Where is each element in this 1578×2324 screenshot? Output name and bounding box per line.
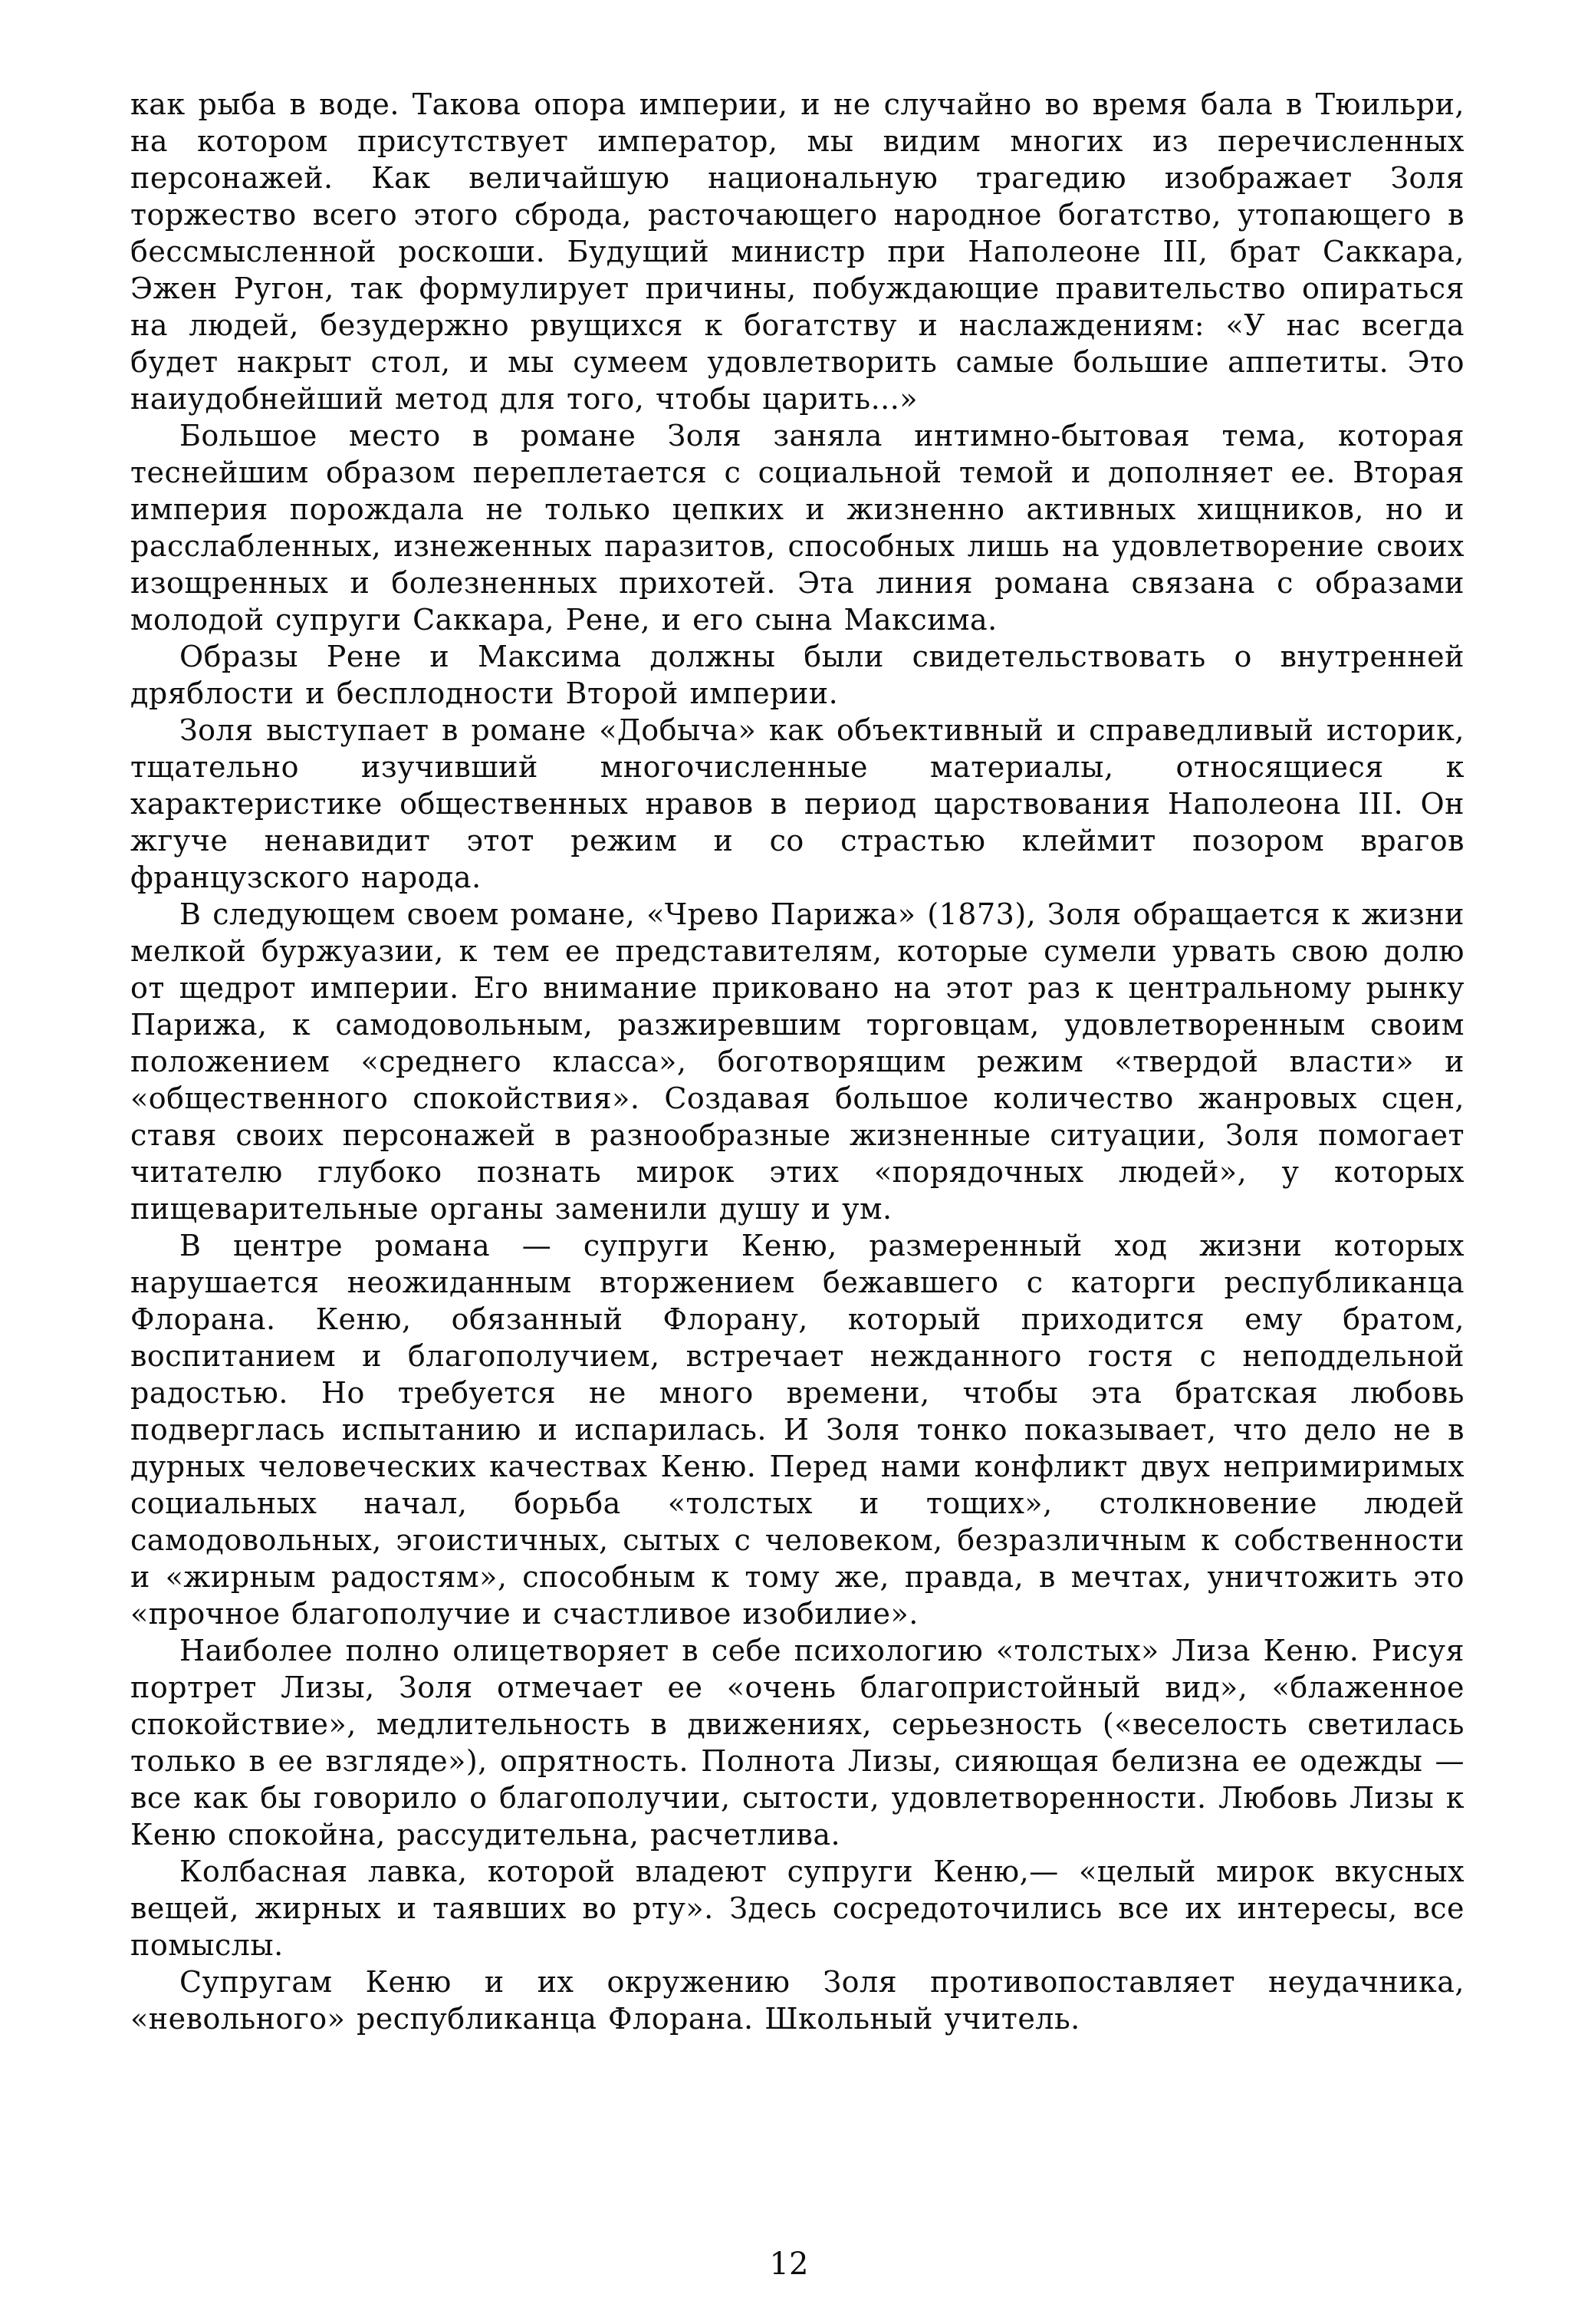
paragraph: В центре романа — супруги Кеню, размеренный ход жизни которых нарушается неожиданным вторжением бежавшего с каторги республиканца Флорана. Кеню, обязанный Флорану, который приходится ему братом, воспитанием и благополучием, встречает нежданного гостя с неподдельной радостью. Но требуется не много времени, чтобы эта братская любовь подверглась испытанию и испарилась. И Золя тонко показывает, что дело не в дурных человеческих качествах Кеню. Перед нами конфликт двух непримиримых социальных начал, борьба «толстых и тощих», столкновение людей самодовольных, эгоистичных, сытых с человеком, безразличным к собственности и «жирным радостям», способным к тому же, правда, в мечтах, уничтожить это «прочное благополучие и счастливое изобилие». — [130, 1229, 1465, 1631]
page-number: 12 — [769, 2247, 809, 2282]
paragraph: Образы Рене и Максима должны были свидетельствовать о внутренней дряблости и бесплодности Второй империи. — [130, 640, 1465, 710]
paragraph: как рыба в воде. Такова опора империи, и не случайно во время бала в Тюильри, на котором присутствует император, мы видим многих из перечисленных персонажей. Как величайшую национальную трагедию изображает Золя торжество всего этого сброда, расточающего народное богатство, утопающего в бессмысленной роскоши. Будущий министр при Наполеоне III, брат Саккара, Эжен Ругон, так формулирует причины, побуждающие правительство опираться на людей, безудержно рвущихся к богатству и наслаждениям: «У нас всегда будет накрыт стол, и мы сумеем удовлетворить самые большие аппетиты. Это наиудобнейший метод для того, чтобы царить...» — [130, 87, 1465, 416]
paragraph: Супругам Кеню и их окружению Золя противопоставляет неудачника, «невольного» республиканца Флорана. Школьный учитель. — [130, 1965, 1465, 2036]
paragraph: Большое место в романе Золя заняла интимно-бытовая тема, которая теснейшим образом переплетается с социальной темой и дополняет ее. Вторая империя порождала не только цепких и жизненно активных хищников, но и расслабленных, изнеженных паразитов, способных лишь на удовлетворение своих изощренных и болезненных прихотей. Эта линия романа связана с образами молодой супруги Саккара, Рене, и его сына Максима. — [130, 419, 1465, 637]
paragraph: Наиболее полно олицетворяет в себе психологию «толстых» Лиза Кеню. Рисуя портрет Лизы, Золя отмечает ее «очень благопристойный вид», «блаженное спокойствие», медлительность в движениях, серьезность («веселость светилась только в ее взгляде»), опрятность. Полнота Лизы, сияющая белизна ее одежды — все как бы говорило о благополучии, сытости, удовлетворенности. Любовь Лизы к Кеню спокойна, рассудительна, расчетлива. — [130, 1634, 1465, 1852]
paragraph: В следующем своем романе, «Чрево Парижа» (1873), Золя обращается к жизни мелкой буржуазии, к тем ее представителям, которые сумели урвать свою долю от щедрот империи. Его внимание приковано на этот раз к центральному рынку Парижа, к самодовольным, разжиревшим торговцам, удовлетворенным своим положением «среднего класса», боготворящим режим «твердой власти» и «общественного спокойствия». Создавая большое количество жанровых сцен, ставя своих персонажей в разнообразные жизненные ситуации, Золя помогает читателю глубоко познать мирок этих «порядочных людей», у которых пищеварительные органы заменили душу и ум. — [130, 897, 1465, 1226]
text-block — [130, 86, 1465, 2037]
paragraph: Колбасная лавка, которой владеют супруги Кеню,— «целый мирок вкусных вещей, жирных и таявших во рту». Здесь сосредоточились все их интересы, все помыслы. — [130, 1855, 1465, 1962]
paragraph: Золя выступает в романе «Добыча» как объективный и справедливый историк, тщательно изучивший многочисленные материалы, относящиеся к характеристике общественных нравов в период царствования Наполеона III. Он жгуче ненавидит этот режим и со страстью клеймит позором врагов французского народа. — [130, 713, 1465, 894]
